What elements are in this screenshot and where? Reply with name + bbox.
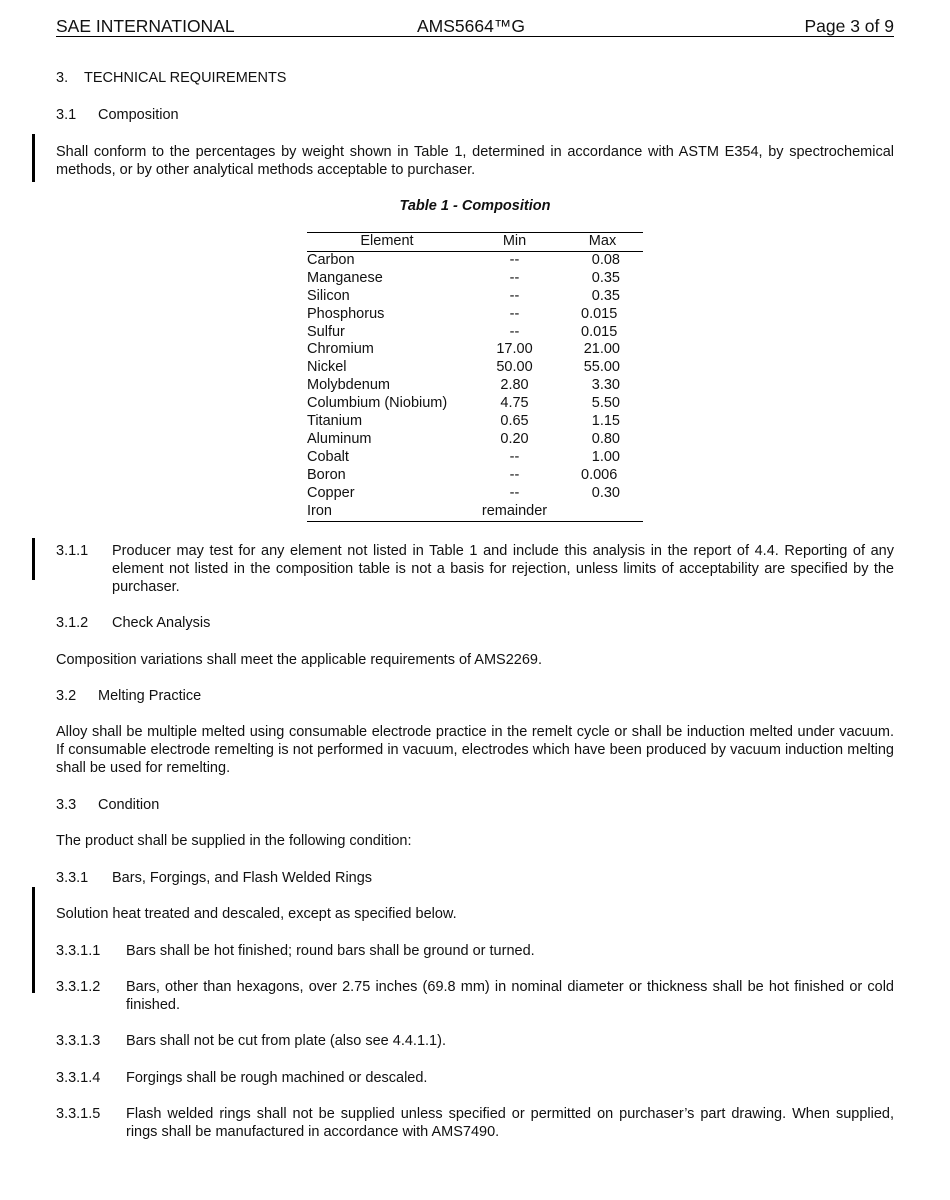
max-value: 0.30 — [591, 484, 620, 501]
section-3-3-1-1-number: 3.3.1.1 — [56, 943, 101, 959]
section-number: 3. — [56, 70, 69, 86]
max-cell — [562, 324, 643, 342]
max-cell — [562, 288, 643, 306]
max-cell — [562, 449, 643, 467]
element-cell: Cobalt — [307, 448, 349, 465]
section-number: 3.3.1 — [56, 870, 89, 886]
section-3-3-text: The product shall be supplied in the following condition: — [56, 833, 412, 849]
min-cell: -- — [509, 448, 520, 465]
max-cell — [562, 377, 643, 395]
section-number: 3.1.2 — [56, 615, 89, 631]
max-cell — [562, 503, 643, 521]
max-value: 0.015 — [581, 305, 618, 322]
element-cell: Silicon — [307, 287, 350, 304]
max-cell — [562, 270, 643, 288]
min-cell: 17.00 — [496, 341, 533, 358]
section-3-3-1-4-text: Forgings shall be rough machined or descaled. — [126, 1070, 428, 1086]
min-cell: -- — [509, 269, 520, 286]
element-cell: Boron — [307, 466, 346, 483]
element-cell: Nickel — [307, 359, 347, 376]
section-title: Bars, Forgings, and Flash Welded Rings — [112, 870, 373, 886]
section-number: 3.1 — [56, 107, 77, 123]
max-cell — [562, 485, 643, 503]
table-row — [307, 288, 643, 306]
max-value: 0.08 — [591, 251, 620, 268]
max-value: 5.50 — [591, 395, 620, 412]
element-cell: Iron — [307, 502, 332, 519]
min-cell: -- — [509, 323, 520, 340]
element-cell: Carbon — [307, 251, 355, 268]
max-value: 0.015 — [581, 323, 618, 340]
table-row — [307, 467, 643, 485]
revision-bar — [32, 538, 35, 580]
table-row — [307, 503, 643, 521]
table-row — [307, 395, 643, 413]
section-title: Composition — [98, 107, 179, 123]
min-cell: -- — [509, 251, 520, 268]
max-value: 55.00 — [583, 359, 620, 376]
table-header-row — [307, 233, 643, 252]
min-cell: 50.00 — [496, 359, 533, 376]
max-cell — [562, 306, 643, 324]
table-row — [307, 431, 643, 449]
element-cell: Columbium (Niobium) — [307, 395, 448, 412]
section-3-1-2-text: Composition variations shall meet the applicable requirements of AMS2269. — [56, 652, 543, 668]
element-cell: Molybdenum — [307, 377, 391, 394]
table-row — [307, 449, 643, 467]
max-value: 0.35 — [591, 269, 620, 286]
page-header — [56, 16, 894, 37]
max-cell — [562, 251, 643, 269]
header-org: SAE INTERNATIONAL — [56, 16, 235, 36]
composition-table — [307, 232, 643, 522]
max-cell — [562, 359, 643, 377]
column-header-element: Element — [360, 233, 414, 249]
table-row — [307, 377, 643, 395]
min-cell: -- — [509, 287, 520, 304]
min-cell: -- — [509, 305, 520, 322]
header-doc-id: AMS5664™G — [417, 16, 525, 36]
section-3-3-1-text: Solution heat treated and descaled, except as specified below. — [56, 906, 457, 922]
section-3-1-heading — [56, 106, 179, 124]
max-cell — [562, 467, 643, 485]
max-value: 0.80 — [591, 430, 620, 447]
min-cell: 4.75 — [500, 395, 529, 412]
section-3-3-1-4-number: 3.3.1.4 — [56, 1070, 101, 1086]
min-cell: 0.20 — [500, 430, 529, 447]
table-row — [307, 341, 643, 359]
element-cell: Sulfur — [307, 323, 345, 340]
max-value: 3.30 — [591, 377, 620, 394]
section-3-1-2-heading — [56, 614, 211, 632]
table-row — [307, 324, 643, 342]
table-title: Table 1 - Composition — [399, 198, 551, 214]
max-cell — [562, 395, 643, 413]
section-3-3-1-3-text: Bars shall not be cut from plate (also see 4.4.1.1). — [126, 1033, 446, 1049]
section-3-1-1-text: Producer may test for any element not listed in Table 1 and include this analysis in the report of 4.4. Reporting of any element not listed in the composition table is not a basis for rejection, unless limits of acceptability are specified by the purchaser. — [112, 543, 894, 595]
section-3-3-1-heading — [56, 869, 373, 887]
section-3-3-1-3-number: 3.3.1.3 — [56, 1033, 101, 1049]
section-3-3-1-1-text: Bars shall be hot finished; round bars shall be ground or turned. — [126, 943, 535, 959]
min-cell: -- — [509, 466, 520, 483]
max-cell — [562, 413, 643, 431]
section-number: 3.3 — [56, 797, 77, 813]
min-cell: -- — [509, 484, 520, 501]
max-value: 0.006 — [581, 466, 618, 483]
max-cell — [562, 431, 643, 449]
section-3-3-1-5-text: Flash welded rings shall not be supplied unless specified or permitted on purchaser’s part drawing. When supplied, rings shall be manufactured in accordance with AMS7490. — [126, 1106, 894, 1140]
section-3-1-1-number: 3.1.1 — [56, 543, 89, 559]
section-title: Condition — [98, 797, 160, 813]
section-3-3-1-2-text: Bars, other than hexagons, over 2.75 inches (69.8 mm) in nominal diameter or thickness shall be hot finished or cold finished. — [126, 979, 894, 1013]
section-title: TECHNICAL REQUIREMENTS — [84, 70, 287, 86]
max-value: 0.35 — [591, 287, 620, 304]
section-3-3-heading — [56, 796, 160, 814]
element-cell: Manganese — [307, 269, 383, 286]
revision-bar — [32, 887, 35, 993]
element-cell: Chromium — [307, 341, 374, 358]
section-number: 3.2 — [56, 688, 77, 704]
section-3-1-text: Shall conform to the percentages by weight shown in Table 1, determined in accordance with ASTM E354, by spectrochemical methods, or by other analytical methods acceptable to purchaser. — [56, 144, 894, 178]
table-row — [307, 270, 643, 288]
table-row — [307, 485, 643, 503]
element-cell: Phosphorus — [307, 305, 385, 322]
min-cell: 0.65 — [500, 413, 529, 430]
column-header-max: Max — [588, 233, 617, 249]
table-row — [307, 251, 643, 269]
column-header-min: Min — [502, 233, 527, 249]
max-value: 1.15 — [591, 413, 620, 430]
header-page-number: Page 3 of 9 — [804, 16, 894, 36]
min-cell: remainder — [481, 502, 548, 519]
max-value: 1.00 — [591, 448, 620, 465]
section-3-2-text: Alloy shall be multiple melted using consumable electrode practice in the remelt cycle or shall be induction melted under vacuum. If consumable electrode remelting is not performed in vacuum, electrodes which have been produced by vacuum induction melting shall be used for remelting. — [56, 724, 894, 776]
element-cell: Titanium — [307, 413, 363, 430]
table-row — [307, 413, 643, 431]
revision-bar — [32, 134, 35, 182]
element-cell: Aluminum — [307, 430, 372, 447]
section-3-2-heading — [56, 687, 202, 705]
element-cell: Copper — [307, 484, 355, 501]
max-cell — [562, 341, 643, 359]
min-cell: 2.80 — [500, 377, 529, 394]
table-row — [307, 359, 643, 377]
section-title: Check Analysis — [112, 615, 211, 631]
table-row — [307, 306, 643, 324]
section-3-heading — [56, 69, 287, 87]
max-value: 21.00 — [583, 341, 620, 358]
section-3-3-1-2-number: 3.3.1.2 — [56, 979, 101, 995]
section-3-3-1-5-number: 3.3.1.5 — [56, 1106, 101, 1122]
section-title: Melting Practice — [98, 688, 202, 704]
